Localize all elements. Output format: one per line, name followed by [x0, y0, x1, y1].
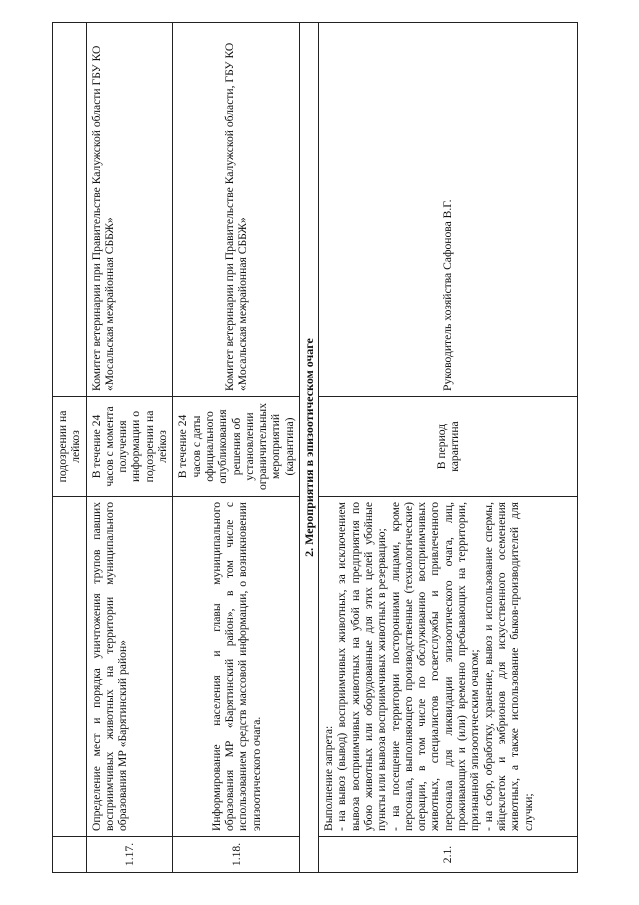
- action-intro: Выполнение запрета:: [322, 725, 336, 831]
- row-deadline: В течение 24 часов с даты официального опубликования решения об установлении ограничительных мероприятий (карантина): [173, 397, 300, 497]
- deadline-cell: подозрении на лейкоз: [53, 397, 87, 497]
- section-header-row: [300, 23, 319, 873]
- prohibition-list: [335, 502, 534, 831]
- number-cell: [53, 837, 87, 873]
- list-item: - на посещение территории посторонними лицами, кроме персонала, выполняющего производственные (технологические) операции, в том числе по обслуживанию восприимчивых животных, специалистов госветслужбы и привлеченного персонала для ликвидации эпизоотического очага, лиц, проживающих и (или) временно пребывающих на территории, признанной эпизоотическим очагом;: [388, 502, 482, 831]
- row-action: Информирование населения и главы муниципального образования МР «Барятинский район», в том числе с использованием средств массовой информации, о возникновении эпизоотического очага.: [173, 497, 300, 837]
- section-title: 2. Мероприятия в эпизоотическом очаге: [300, 23, 319, 873]
- row-action: [319, 497, 578, 837]
- list-item: - на вывоз (вывод) восприимчивых животных, за исключением вывоза восприимчивых животных на убой на предприятия по убою животных или оборудованные для этих целей убойные пункты или вывоза восприимчивых животных в резервацию;: [335, 502, 389, 831]
- row-number: 1.18.: [173, 837, 300, 873]
- row-deadline: В течение 24 часов с момента получения информации о подозрении на лейкоз: [86, 397, 173, 497]
- action-cell: [53, 497, 87, 837]
- responsible-cell: [53, 23, 87, 397]
- table-row: [86, 23, 173, 873]
- list-item: - на сбор, обработку, хранение, вывоз и использование спермы, яйцеклеток и эмбрионов для искусственного осеменения животных, а также использование быков-производителей для случки;: [481, 502, 535, 831]
- row-deadline: В период карантина: [319, 397, 578, 497]
- row-responsible: Руководитель хозяйства Сафонова В.Г.: [319, 23, 578, 397]
- row-number: 2.1.: [319, 837, 578, 873]
- table-row: [319, 23, 578, 873]
- table-row: [173, 23, 300, 873]
- row-responsible: Комитет ветеринарии при Правительстве Калужской области, ГБУ КО «Мосальская межрайонная СББЖ»: [173, 23, 300, 397]
- rotated-table-area: [52, 23, 578, 873]
- row-number: 1.17.: [86, 837, 173, 873]
- row-responsible: Комитет ветеринарии при Правительстве Калужской области ГБУ КО «Мосальская межрайонная СББЖ»: [86, 23, 173, 397]
- measures-table: [52, 22, 578, 873]
- table-row: [53, 23, 87, 873]
- row-action: Определение мест и порядка уничтожения трупов павших восприимчивых животных на территории муниципального образования МР «Барятинский район»: [86, 497, 173, 837]
